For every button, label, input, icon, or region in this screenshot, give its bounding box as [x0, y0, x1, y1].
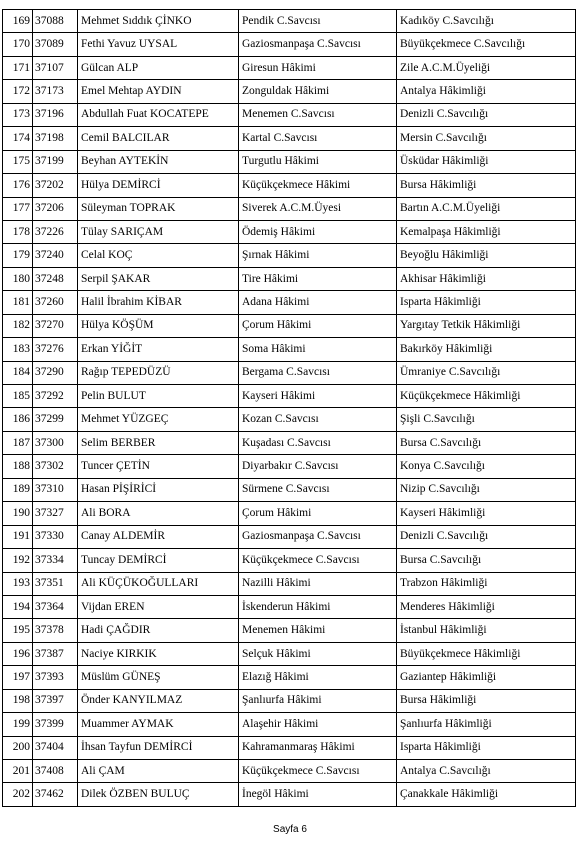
row-number-cell: 198 [3, 689, 33, 712]
registry-number-cell: 37248 [33, 267, 78, 290]
table-row [3, 244, 576, 267]
table-row [3, 502, 576, 525]
current-position-cell: Kayseri Hâkimi [239, 385, 397, 408]
table-row [3, 103, 576, 126]
registry-number-cell: 37378 [33, 619, 78, 642]
table-row [3, 267, 576, 290]
new-position-cell: Mersin C.Savcılığı [397, 127, 576, 150]
current-position-cell: İskenderun Hâkimi [239, 595, 397, 618]
table-row [3, 174, 576, 197]
new-position-cell: Bursa C.Savcılığı [397, 431, 576, 454]
person-name-cell: Celal KOÇ [78, 244, 239, 267]
row-number-cell: 178 [3, 220, 33, 243]
person-name-cell: Ali BORA [78, 502, 239, 525]
registry-number-cell: 37330 [33, 525, 78, 548]
row-number-cell: 177 [3, 197, 33, 220]
registry-number-cell: 37408 [33, 760, 78, 783]
table-row [3, 408, 576, 431]
new-position-cell: Gaziantep Hâkimliği [397, 666, 576, 689]
row-number-cell: 180 [3, 267, 33, 290]
person-name-cell: Hülya KÖŞÜM [78, 314, 239, 337]
person-name-cell: Tuncer ÇETİN [78, 455, 239, 478]
table-row [3, 689, 576, 712]
new-position-cell: Bursa Hâkimliği [397, 174, 576, 197]
current-position-cell: Adana Hâkimi [239, 291, 397, 314]
new-position-cell: Bakırköy Hâkimliği [397, 338, 576, 361]
table-row [3, 783, 576, 806]
new-position-cell: Trabzon Hâkimliği [397, 572, 576, 595]
person-name-cell: Cemil BALCILAR [78, 127, 239, 150]
new-position-cell: Denizli C.Savcılığı [397, 103, 576, 126]
table-row [3, 56, 576, 79]
registry-number-cell: 37173 [33, 80, 78, 103]
current-position-cell: Kartal C.Savcısı [239, 127, 397, 150]
table-row [3, 736, 576, 759]
row-number-cell: 172 [3, 80, 33, 103]
table-row [3, 338, 576, 361]
row-number-cell: 171 [3, 56, 33, 79]
table-row [3, 10, 576, 33]
row-number-cell: 174 [3, 127, 33, 150]
registry-number-cell: 37088 [33, 10, 78, 33]
appointment-table [2, 9, 576, 807]
current-position-cell: Turgutlu Hâkimi [239, 150, 397, 173]
person-name-cell: Hadi ÇAĞDIR [78, 619, 239, 642]
new-position-cell: Beyoğlu Hâkimliği [397, 244, 576, 267]
table-row [3, 291, 576, 314]
table-row [3, 478, 576, 501]
current-position-cell: Sürmene C.Savcısı [239, 478, 397, 501]
table-row [3, 80, 576, 103]
row-number-cell: 179 [3, 244, 33, 267]
table-row [3, 525, 576, 548]
registry-number-cell: 37240 [33, 244, 78, 267]
registry-number-cell: 37276 [33, 338, 78, 361]
row-number-cell: 183 [3, 338, 33, 361]
current-position-cell: Pendik C.Savcısı [239, 10, 397, 33]
row-number-cell: 175 [3, 150, 33, 173]
table-row [3, 760, 576, 783]
new-position-cell: Denizli C.Savcılığı [397, 525, 576, 548]
registry-number-cell: 37387 [33, 642, 78, 665]
registry-number-cell: 37226 [33, 220, 78, 243]
current-position-cell: Menemen Hâkimi [239, 619, 397, 642]
current-position-cell: Çorum Hâkimi [239, 502, 397, 525]
current-position-cell: Çorum Hâkimi [239, 314, 397, 337]
person-name-cell: Ali KÜÇÜKOĞULLARI [78, 572, 239, 595]
new-position-cell: Kadıköy C.Savcılığı [397, 10, 576, 33]
current-position-cell: Gaziosmanpaşa C.Savcısı [239, 33, 397, 56]
current-position-cell: Selçuk Hâkimi [239, 642, 397, 665]
row-number-cell: 200 [3, 736, 33, 759]
row-number-cell: 186 [3, 408, 33, 431]
registry-number-cell: 37364 [33, 595, 78, 618]
person-name-cell: Erkan YİĞİT [78, 338, 239, 361]
table-row [3, 361, 576, 384]
row-number-cell: 187 [3, 431, 33, 454]
person-name-cell: Muammer AYMAK [78, 713, 239, 736]
row-number-cell: 173 [3, 103, 33, 126]
registry-number-cell: 37351 [33, 572, 78, 595]
current-position-cell: Küçükçekmece Hâkimi [239, 174, 397, 197]
person-name-cell: Pelin BULUT [78, 385, 239, 408]
new-position-cell: İstanbul Hâkimliği [397, 619, 576, 642]
current-position-cell: İnegöl Hâkimi [239, 783, 397, 806]
registry-number-cell: 37299 [33, 408, 78, 431]
new-position-cell: Nizip C.Savcılığı [397, 478, 576, 501]
row-number-cell: 181 [3, 291, 33, 314]
new-position-cell: Zile A.C.M.Üyeliği [397, 56, 576, 79]
new-position-cell: Şanlıurfa Hâkimliği [397, 713, 576, 736]
person-name-cell: Mehmet Sıddık ÇİNKO [78, 10, 239, 33]
person-name-cell: Emel Mehtap AYDIN [78, 80, 239, 103]
row-number-cell: 202 [3, 783, 33, 806]
row-number-cell: 184 [3, 361, 33, 384]
row-number-cell: 199 [3, 713, 33, 736]
new-position-cell: Bursa Hâkimliği [397, 689, 576, 712]
table-row [3, 642, 576, 665]
table-row [3, 385, 576, 408]
current-position-cell: Bergama C.Savcısı [239, 361, 397, 384]
current-position-cell: Kuşadası C.Savcısı [239, 431, 397, 454]
current-position-cell: Kahramanmaraş Hâkimi [239, 736, 397, 759]
registry-number-cell: 37302 [33, 455, 78, 478]
registry-number-cell: 37399 [33, 713, 78, 736]
current-position-cell: Küçükçekmece C.Savcısı [239, 549, 397, 572]
registry-number-cell: 37260 [33, 291, 78, 314]
table-row [3, 220, 576, 243]
person-name-cell: Selim BERBER [78, 431, 239, 454]
table-row [3, 619, 576, 642]
table-row [3, 455, 576, 478]
row-number-cell: 190 [3, 502, 33, 525]
row-number-cell: 201 [3, 760, 33, 783]
new-position-cell: Büyükçekmece Hâkimliği [397, 642, 576, 665]
person-name-cell: Serpil ŞAKAR [78, 267, 239, 290]
current-position-cell: Giresun Hâkimi [239, 56, 397, 79]
registry-number-cell: 37089 [33, 33, 78, 56]
registry-number-cell: 37393 [33, 666, 78, 689]
person-name-cell: İhsan Tayfun DEMİRCİ [78, 736, 239, 759]
current-position-cell: Küçükçekmece C.Savcısı [239, 760, 397, 783]
new-position-cell: Kayseri Hâkimliği [397, 502, 576, 525]
registry-number-cell: 37334 [33, 549, 78, 572]
row-number-cell: 185 [3, 385, 33, 408]
new-position-cell: Menderes Hâkimliği [397, 595, 576, 618]
row-number-cell: 194 [3, 595, 33, 618]
table-row [3, 713, 576, 736]
new-position-cell: Üsküdar Hâkimliği [397, 150, 576, 173]
person-name-cell: Süleyman TOPRAK [78, 197, 239, 220]
person-name-cell: Önder KANYILMAZ [78, 689, 239, 712]
person-name-cell: Mehmet YÜZGEÇ [78, 408, 239, 431]
table-row [3, 150, 576, 173]
person-name-cell: Beyhan AYTEKİN [78, 150, 239, 173]
row-number-cell: 195 [3, 619, 33, 642]
current-position-cell: Şanlıurfa Hâkimi [239, 689, 397, 712]
registry-number-cell: 37206 [33, 197, 78, 220]
new-position-cell: Antalya Hâkimliği [397, 80, 576, 103]
new-position-cell: Yargıtay Tetkik Hâkimliği [397, 314, 576, 337]
new-position-cell: Antalya C.Savcılığı [397, 760, 576, 783]
person-name-cell: Fethi Yavuz UYSAL [78, 33, 239, 56]
registry-number-cell: 37327 [33, 502, 78, 525]
new-position-cell: Konya C.Savcılığı [397, 455, 576, 478]
registry-number-cell: 37199 [33, 150, 78, 173]
person-name-cell: Ali ÇAM [78, 760, 239, 783]
new-position-cell: Bartın A.C.M.Üyeliği [397, 197, 576, 220]
registry-number-cell: 37404 [33, 736, 78, 759]
person-name-cell: Tuncay DEMİRCİ [78, 549, 239, 572]
current-position-cell: Şırnak Hâkimi [239, 244, 397, 267]
person-name-cell: Dilek ÖZBEN BULUÇ [78, 783, 239, 806]
person-name-cell: Rağıp TEPEDÜZÜ [78, 361, 239, 384]
table-row [3, 572, 576, 595]
person-name-cell: Halil İbrahim KİBAR [78, 291, 239, 314]
current-position-cell: Zonguldak Hâkimi [239, 80, 397, 103]
new-position-cell: Çanakkale Hâkimliği [397, 783, 576, 806]
person-name-cell: Müslüm GÜNEŞ [78, 666, 239, 689]
registry-number-cell: 37300 [33, 431, 78, 454]
new-position-cell: Isparta Hâkimliği [397, 736, 576, 759]
table-row [3, 127, 576, 150]
row-number-cell: 192 [3, 549, 33, 572]
registry-number-cell: 37292 [33, 385, 78, 408]
person-name-cell: Naciye KIRKIK [78, 642, 239, 665]
registry-number-cell: 37310 [33, 478, 78, 501]
person-name-cell: Hülya DEMİRCİ [78, 174, 239, 197]
new-position-cell: Ümraniye C.Savcılığı [397, 361, 576, 384]
new-position-cell: Küçükçekmece Hâkimliği [397, 385, 576, 408]
new-position-cell: Kemalpaşa Hâkimliği [397, 220, 576, 243]
current-position-cell: Kozan C.Savcısı [239, 408, 397, 431]
row-number-cell: 188 [3, 455, 33, 478]
row-number-cell: 191 [3, 525, 33, 548]
table-row [3, 33, 576, 56]
registry-number-cell: 37196 [33, 103, 78, 126]
person-name-cell: Gülcan ALP [78, 56, 239, 79]
table-row [3, 595, 576, 618]
registry-number-cell: 37270 [33, 314, 78, 337]
current-position-cell: Siverek A.C.M.Üyesi [239, 197, 397, 220]
current-position-cell: Elazığ Hâkimi [239, 666, 397, 689]
row-number-cell: 196 [3, 642, 33, 665]
table-row [3, 431, 576, 454]
table-row [3, 549, 576, 572]
row-number-cell: 182 [3, 314, 33, 337]
row-number-cell: 169 [3, 10, 33, 33]
new-position-cell: Isparta Hâkimliği [397, 291, 576, 314]
person-name-cell: Hasan PİŞİRİCİ [78, 478, 239, 501]
page-number: Sayfa 6 [273, 824, 307, 835]
current-position-cell: Ödemiş Hâkimi [239, 220, 397, 243]
table-row [3, 666, 576, 689]
registry-number-cell: 37290 [33, 361, 78, 384]
current-position-cell: Gaziosmanpaşa C.Savcısı [239, 525, 397, 548]
table-row [3, 314, 576, 337]
registry-number-cell: 37397 [33, 689, 78, 712]
row-number-cell: 176 [3, 174, 33, 197]
registry-number-cell: 37107 [33, 56, 78, 79]
row-number-cell: 189 [3, 478, 33, 501]
current-position-cell: Diyarbakır C.Savcısı [239, 455, 397, 478]
row-number-cell: 193 [3, 572, 33, 595]
registry-number-cell: 37202 [33, 174, 78, 197]
person-name-cell: Vijdan EREN [78, 595, 239, 618]
table-body [3, 10, 576, 807]
person-name-cell: Tülay SARIÇAM [78, 220, 239, 243]
registry-number-cell: 37462 [33, 783, 78, 806]
person-name-cell: Canay ALDEMİR [78, 525, 239, 548]
current-position-cell: Nazilli Hâkimi [239, 572, 397, 595]
row-number-cell: 170 [3, 33, 33, 56]
current-position-cell: Tire Hâkimi [239, 267, 397, 290]
person-name-cell: Abdullah Fuat KOCATEPE [78, 103, 239, 126]
table-row [3, 197, 576, 220]
new-position-cell: Akhisar Hâkimliği [397, 267, 576, 290]
registry-number-cell: 37198 [33, 127, 78, 150]
current-position-cell: Menemen C.Savcısı [239, 103, 397, 126]
current-position-cell: Soma Hâkimi [239, 338, 397, 361]
current-position-cell: Alaşehir Hâkimi [239, 713, 397, 736]
row-number-cell: 197 [3, 666, 33, 689]
new-position-cell: Bursa C.Savcılığı [397, 549, 576, 572]
new-position-cell: Büyükçekmece C.Savcılığı [397, 33, 576, 56]
new-position-cell: Şişli C.Savcılığı [397, 408, 576, 431]
